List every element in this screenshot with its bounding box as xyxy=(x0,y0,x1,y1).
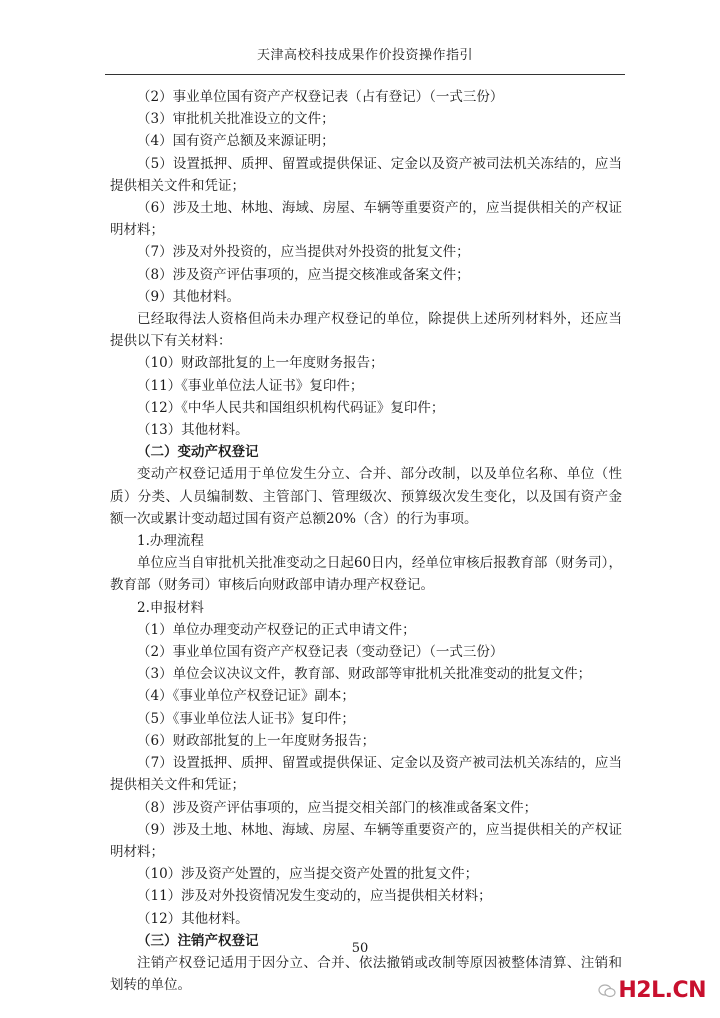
paragraph: （6）涉及土地、林地、海域、房屋、车辆等重要资产的，应当提供相关的产权证明材料； xyxy=(110,200,622,239)
paragraph: （7）设置抵押、质押、留置或提供保证、定金以及资产被司法机关冻结的，应当提供相关文件和凭证； xyxy=(110,755,622,794)
paragraph: （12）其他材料。 xyxy=(137,910,249,927)
header-divider xyxy=(105,74,625,75)
watermark-logo: H2L.CN xyxy=(618,978,706,1003)
paragraph: 1.办理流程 xyxy=(137,533,204,550)
paragraph: （3）审批机关批准设立的文件； xyxy=(137,111,335,128)
paragraph: 已经取得法人资格但尚未办理产权登记的单位，除提供上述所列材料外，还应当提供以下有关材料： xyxy=(110,311,622,350)
paragraph: （6）财政部批复的上一年度财务报告； xyxy=(137,732,376,749)
paragraph: （5）《事业单位法人证书》复印件； xyxy=(137,710,355,727)
paragraph: （8）涉及资产评估事项的，应当提交相关部门的核准或备案文件； xyxy=(137,799,538,816)
paragraph: （9）涉及土地、林地、海域、房屋、车辆等重要资产的，应当提供相关的产权证明材料； xyxy=(110,821,622,860)
paragraph: （10）涉及资产处置的，应当提交资产处置的批复文件； xyxy=(137,866,479,883)
section-heading: （二）变动产权登记 xyxy=(137,444,259,461)
paragraph: （2）事业单位国有资产产权登记表（变动登记）（一式三份） xyxy=(137,644,504,661)
paragraph: （11）涉及对外投资情况发生变动的，应当提供相关材料； xyxy=(137,888,492,905)
paragraph: （12）《中华人民共和国组织机构代码证》复印件； xyxy=(137,399,445,416)
document-body xyxy=(110,86,622,996)
page-number: 50 xyxy=(351,941,369,956)
page-header: 天津高校科技成果作价投资操作指引 xyxy=(256,48,473,63)
wechat-icon xyxy=(598,984,616,998)
section-heading: （三）注销产权登记 xyxy=(137,932,259,949)
paragraph: 变动产权登记适用于单位发生分立、合并、部分改制，以及单位名称、单位（性质）分类、人员编制数、主管部门、管理级次、预算级次发生变化，以及国有资产金额一次或累计变动超过国有资产总额20%（含）的行为事项。 xyxy=(110,466,622,527)
paragraph: （1）单位办理变动产权登记的正式申请文件； xyxy=(137,621,416,638)
paragraph: （10）财政部批复的上一年度财务报告； xyxy=(137,355,384,372)
paragraph: （11）《事业单位法人证书》复印件； xyxy=(137,377,364,394)
paragraph: （13）其他材料。 xyxy=(137,422,249,439)
paragraph: （9）其他材料。 xyxy=(137,288,241,305)
paragraph: （4）《事业单位产权登记证》副本； xyxy=(137,688,355,705)
paragraph: 2.申报材料 xyxy=(137,599,204,616)
paragraph: （5）设置抵押、质押、留置或提供保证、定金以及资产被司法机关冻结的，应当提供相关文件和凭证； xyxy=(110,155,622,194)
paragraph: （4）国有资产总额及来源证明； xyxy=(137,133,335,150)
paragraph: 注销产权登记适用于因分立、合并、依法撤销或改制等原因被整体清算、注销和划转的单位。 xyxy=(110,954,622,994)
paragraph: （7）涉及对外投资的，应当提供对外投资的批复文件； xyxy=(137,244,470,261)
paragraph: （3）单位会议决议文件，教育部、财政部等审批机关批准变动的批复文件； xyxy=(137,666,592,683)
paragraph: （8）涉及资产评估事项的，应当提交核准或备案文件； xyxy=(137,266,470,283)
paragraph: 单位应当自审批机关批准变动之日起60日内，经单位审核后报教育部（财务司），教育部（财务司）审核后向财政部申请办理产权登记。 xyxy=(110,555,622,594)
paragraph: （2）事业单位国有资产产权登记表（占有登记）（一式三份） xyxy=(137,89,504,105)
